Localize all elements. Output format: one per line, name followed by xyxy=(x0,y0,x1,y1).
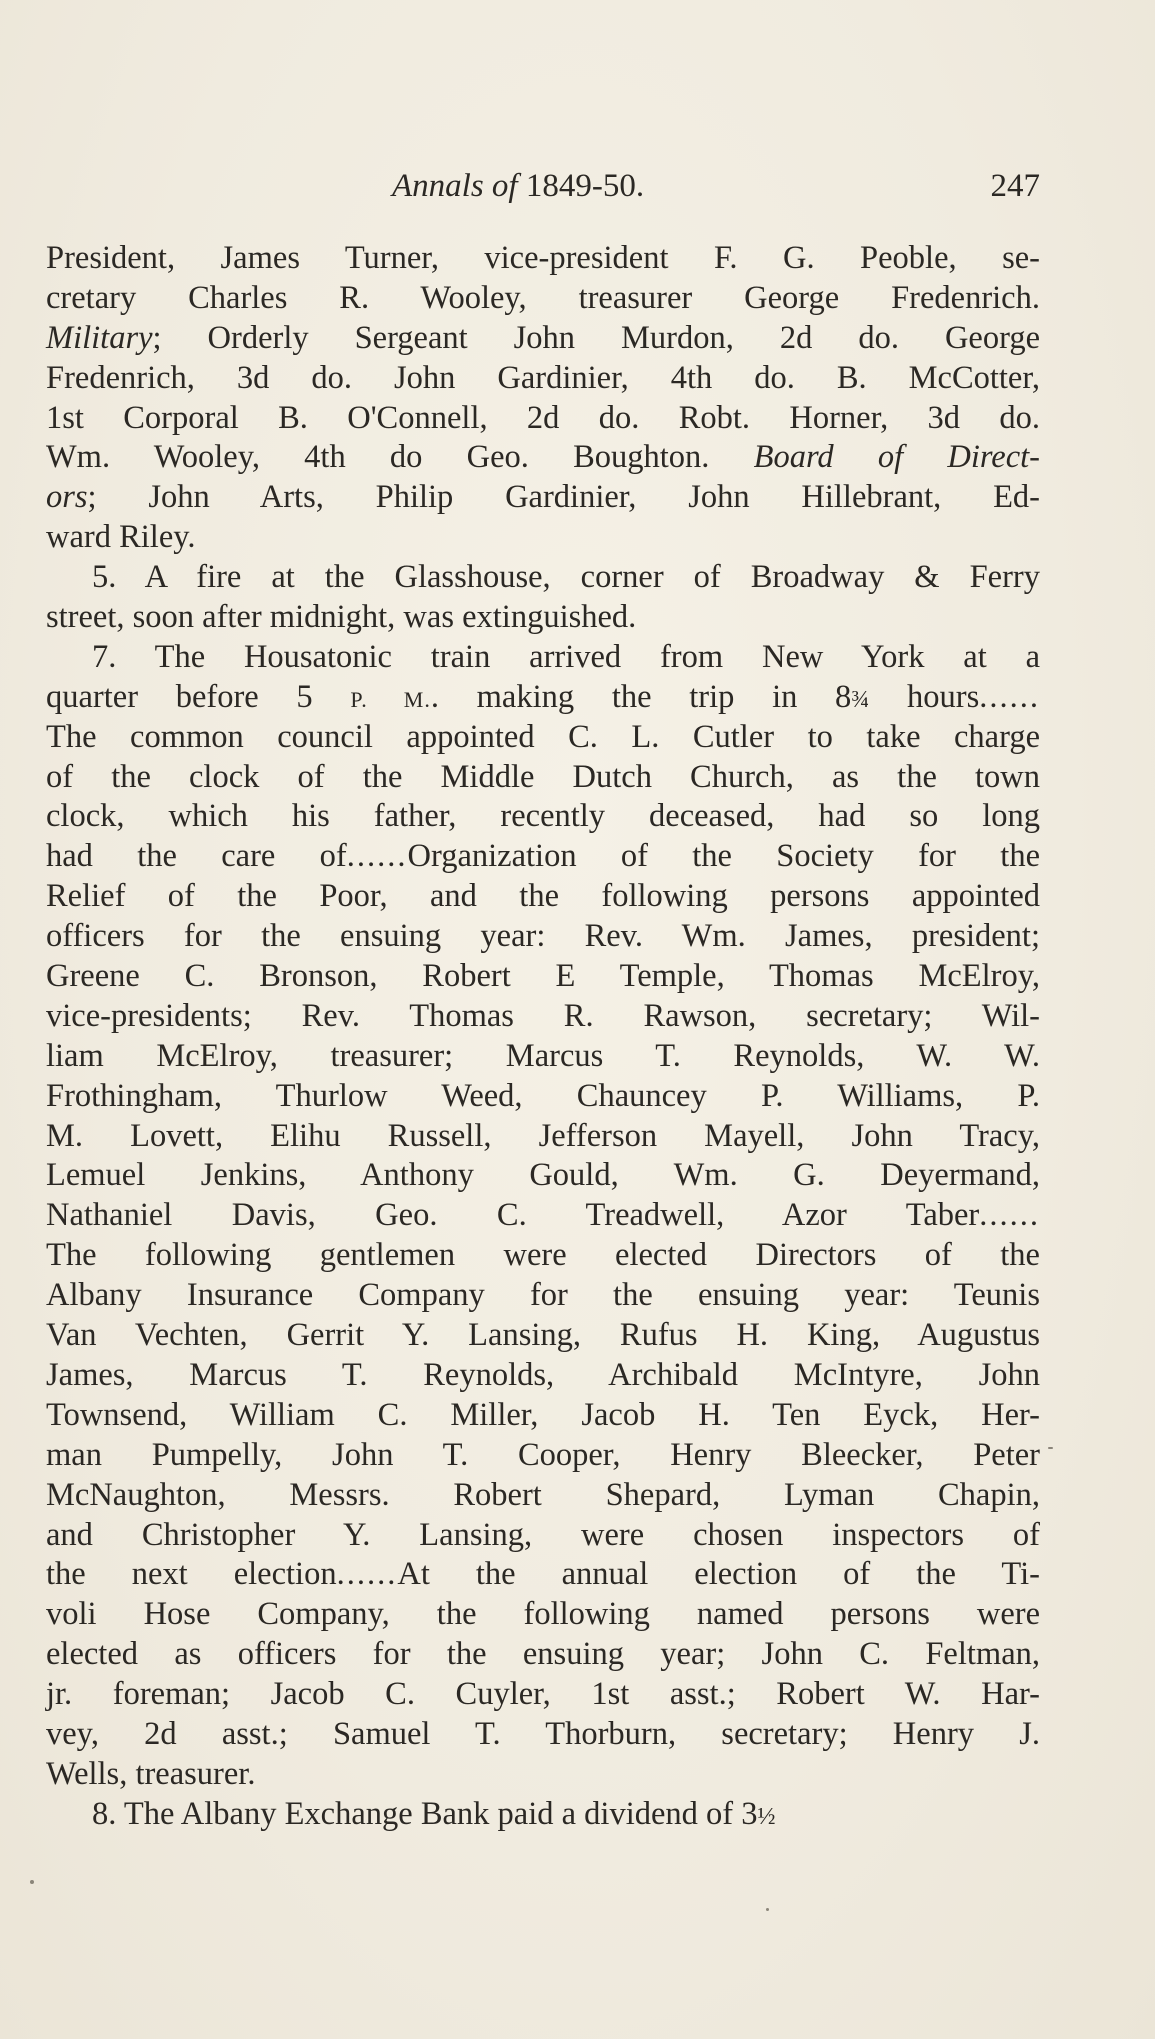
text-line: liam McElroy, treasurer; Marcus T. Reynolds, W. W. xyxy=(46,1037,1040,1074)
text-line xyxy=(46,1195,1040,1235)
text-line-entry-8 xyxy=(46,1794,1040,1834)
leader-dots: ...... xyxy=(979,678,1040,715)
text-line: vey, 2d asst.; Samuel T. Thorburn, secretary; Henry J. xyxy=(46,1715,1040,1752)
text-line: Frothingham, Thurlow Weed, Chauncey P. Williams, P. xyxy=(46,1077,1040,1114)
text-segment: . making the trip in 8 xyxy=(430,678,852,715)
running-header xyxy=(46,168,1040,212)
leader-dots: ...... xyxy=(346,838,408,875)
small-caps-pm: P. M. xyxy=(350,686,431,712)
text-segment: ; Orderly Sergeant John Murdon, 2d do. George xyxy=(152,319,1040,356)
paper-speck xyxy=(766,1908,769,1911)
text-segment: the next election xyxy=(46,1556,337,1593)
text-line: Lemuel Jenkins, Anthony Gould, Wm. G. Deyermand, xyxy=(46,1157,1040,1194)
text-line: of the clock of the Middle Dutch Church, as the town xyxy=(46,758,1040,795)
text-line: Van Vechten, Gerrit Y. Lansing, Rufus H. King, Augustus xyxy=(46,1317,1040,1354)
text-line: officers for the ensuing year: Rev. Wm. James, president; xyxy=(46,918,1040,955)
text-line: clock, which his father, recently deceased, had so long xyxy=(46,798,1040,835)
text-line: jr. foreman; Jacob C. Cuyler, 1st asst.; Robert W. Har- xyxy=(46,1676,1040,1713)
text-line: street, soon after midnight, was extinguished. xyxy=(46,599,637,636)
text-line: James, Marcus T. Reynolds, Archibald McIntyre, John xyxy=(46,1356,1040,1393)
text-line-entry-7: 7. The Housatonic train arrived from New York at a xyxy=(92,638,1040,675)
running-title-years: 1849-50. xyxy=(517,168,645,204)
text-segment: ; John Arts, Philip Gardinier, John Hillebrant, Ed- xyxy=(87,479,1040,516)
text-line: voli Hose Company, the following named persons were xyxy=(46,1596,1040,1633)
text-line xyxy=(46,836,1040,876)
text-line: The following gentlemen were elected Directors of the xyxy=(46,1237,1040,1274)
italic-heading-military: Military xyxy=(46,319,153,356)
text-line xyxy=(46,318,1040,358)
leader-dots: ...... xyxy=(336,1556,398,1593)
text-line: Greene C. Bronson, Robert E Temple, Thomas McElroy, xyxy=(46,958,1040,995)
text-segment: Organization of the Society for the xyxy=(407,838,1040,875)
text-line: ward Riley. xyxy=(46,519,196,556)
leader-dots: ...... xyxy=(979,1197,1040,1234)
italic-heading-board: Board of Direct- xyxy=(753,439,1040,476)
text-line: cretary Charles R. Wooley, treasurer George Fredenrich. xyxy=(46,279,1040,316)
text-line: Fredenrich, 3d do. John Gardinier, 4th do. B. McCotter, xyxy=(46,359,1040,396)
text-line: Albany Insurance Company for the ensuing year: Teunis xyxy=(46,1277,1040,1314)
text-line: Relief of the Poor, and the following persons appointed xyxy=(46,878,1040,915)
page-number: 247 xyxy=(990,168,1040,204)
text-line: man Pumpelly, John T. Cooper, Henry Bleecker, Peter xyxy=(46,1436,1040,1473)
text-segment: had the care of xyxy=(46,838,347,875)
body-text xyxy=(46,238,1040,1834)
paper-speck xyxy=(1048,1447,1053,1449)
text-segment: 8. The Albany Exchange Bank paid a dividend of 3 xyxy=(92,1795,758,1832)
text-line: Townsend, William C. Miller, Jacob H. Ten Eyck, Her- xyxy=(46,1396,1040,1433)
running-title-italic: Annals of xyxy=(392,168,518,204)
text-line: and Christopher Y. Lansing, were chosen inspectors of xyxy=(46,1516,1040,1553)
text-line: 1st Corporal B. O'Connell, 2d do. Robt. Horner, 3d do. xyxy=(46,399,1040,436)
text-line-entry-5: 5. A fire at the Glasshouse, corner of Broadway & Ferry xyxy=(92,559,1040,596)
italic-heading-board-cont: ors xyxy=(46,479,88,516)
fraction: ½ xyxy=(757,1803,776,1830)
text-segment: Nathaniel Davis, Geo. C. Treadwell, Azor Taber xyxy=(46,1197,980,1234)
text-segment: quarter before 5 xyxy=(46,678,351,715)
text-line: M. Lovett, Elihu Russell, Jefferson Mayell, John Tracy, xyxy=(46,1117,1040,1154)
text-segment: hours xyxy=(869,678,980,715)
text-line: McNaughton, Messrs. Robert Shepard, Lyman Chapin, xyxy=(46,1476,1040,1513)
text-line: President, James Turner, vice-president F. G. Peoble, se- xyxy=(46,240,1040,276)
text-line: The common council appointed C. L. Cutler to take charge xyxy=(46,718,1040,755)
text-line: Wells, treasurer. xyxy=(46,1755,256,1792)
running-title xyxy=(392,168,644,205)
text-line xyxy=(46,437,1040,477)
text-line xyxy=(46,1554,1040,1594)
text-line: vice-presidents; Rev. Thomas R. Rawson, secretary; Wil- xyxy=(46,997,1040,1034)
text-line xyxy=(46,677,1040,717)
text-segment: Wm. Wooley, 4th do Geo. Boughton. xyxy=(46,439,754,476)
text-line: elected as officers for the ensuing year; John C. Feltman, xyxy=(46,1636,1040,1673)
fraction: ¾ xyxy=(851,686,870,713)
text-segment: At the annual election of the Ti- xyxy=(397,1556,1040,1593)
paper-speck xyxy=(30,1880,34,1884)
text-line xyxy=(46,477,1040,517)
